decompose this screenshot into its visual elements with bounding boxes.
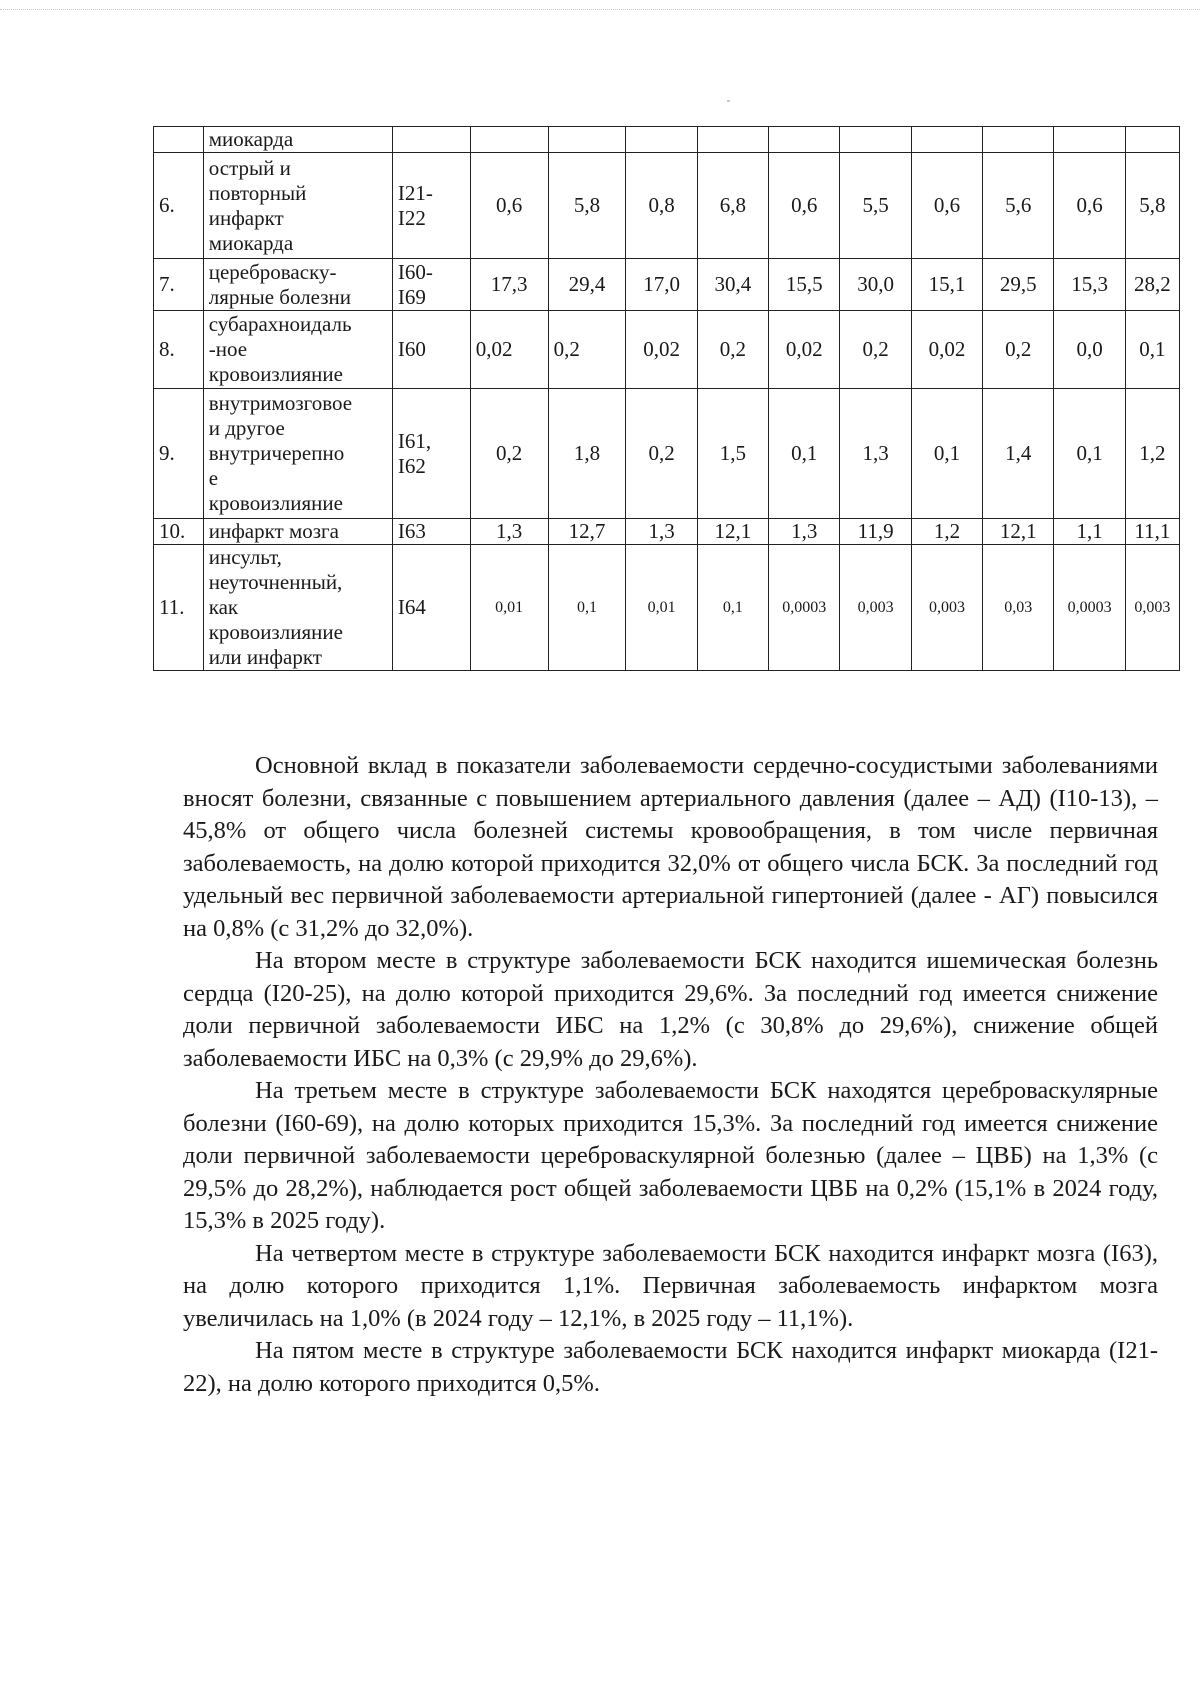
value-cell: 0,1 — [769, 389, 840, 519]
value-cell: 0,0003 — [1054, 545, 1125, 671]
value-cell: 1,3 — [470, 519, 548, 545]
value-cell — [1125, 127, 1179, 153]
table-row — [154, 127, 1180, 153]
value-cell: 0,003 — [840, 545, 911, 671]
value-cell: 0,6 — [769, 153, 840, 259]
value-cell: 0,01 — [626, 545, 697, 671]
value-cell — [626, 127, 697, 153]
disease-stats-table — [153, 126, 1180, 671]
value-cell: 15,5 — [769, 259, 840, 311]
row-number: 8. — [154, 311, 204, 389]
table-row — [154, 519, 1180, 545]
disease-name: острый и повторный инфаркт миокарда — [203, 153, 392, 259]
value-cell: 29,4 — [548, 259, 626, 311]
value-cell: 0,0 — [1054, 311, 1125, 389]
paragraph: На четвертом месте в структуре заболеваемости БСК находится инфаркт мозга (I63), на долю которого приходится 1,1%. Первичная заболеваемость инфарктом мозга увеличилась на 1,0% (в 2024 году – 12,1%, в 2025 году – 11,1%). — [183, 1239, 1158, 1332]
value-cell: 1,3 — [626, 519, 697, 545]
value-cell: 5,8 — [1125, 153, 1179, 259]
value-cell — [769, 127, 840, 153]
paragraph: На втором месте в структуре заболеваемости БСК находится ишемическая болезнь сердца (I20-25), на долю которой приходится 29,6%. За последний год имеется снижение доли первичной заболеваемости ИБС на 1,2% (с 30,8% до 29,6%), снижение общей заболеваемости ИБС на 0,3% (с 29,9% до 29,6%). — [183, 947, 1158, 1072]
value-cell: 0,02 — [626, 311, 697, 389]
value-cell: 5,5 — [840, 153, 911, 259]
value-cell: 0,003 — [911, 545, 982, 671]
value-cell: 0,03 — [983, 545, 1054, 671]
value-cell: 15,1 — [911, 259, 982, 311]
value-cell: 0,2 — [626, 389, 697, 519]
value-cell — [470, 127, 548, 153]
table-row — [154, 153, 1180, 259]
value-cell — [840, 127, 911, 153]
icd-code: I61, I62 — [392, 389, 470, 519]
icd-code: I21- I22 — [392, 153, 470, 259]
value-cell: 11,9 — [840, 519, 911, 545]
value-cell: 30,0 — [840, 259, 911, 311]
body-text — [183, 750, 1158, 1400]
scan-speck — [727, 100, 730, 102]
value-cell — [911, 127, 982, 153]
paragraph: На третьем месте в структуре заболеваемости БСК находятся цереброваскулярные болезни (I60-69), на долю которых приходится 15,3%. За последний год имеется снижение доли первичной заболеваемости цереброваскулярной болезнью (далее – ЦВБ) на 1,3% (с 29,5% до 28,2%), наблюдается рост общей заболеваемости ЦВБ на 0,2% (15,1% в 2024 году, 15,3% в 2025 году). — [183, 1077, 1158, 1234]
value-cell: 0,2 — [983, 311, 1054, 389]
value-cell: 0,1 — [1125, 311, 1179, 389]
value-cell: 1,2 — [1125, 389, 1179, 519]
icd-code: I60 — [392, 311, 470, 389]
value-cell: 0,0003 — [769, 545, 840, 671]
value-cell: 0,8 — [626, 153, 697, 259]
paragraph: На пятом месте в структуре заболеваемости БСК находится инфаркт миокарда (I21-22), на долю которого приходится 0,5%. — [183, 1337, 1158, 1397]
value-cell: 0,1 — [1054, 389, 1125, 519]
icd-code — [392, 127, 470, 153]
value-cell: 1,1 — [1054, 519, 1125, 545]
row-number: 7. — [154, 259, 204, 311]
scan-edge-line — [0, 9, 1200, 10]
value-cell: 30,4 — [697, 259, 768, 311]
value-cell: 0,1 — [697, 545, 768, 671]
value-cell: 12,1 — [983, 519, 1054, 545]
value-cell: 1,8 — [548, 389, 626, 519]
value-cell: 0,2 — [548, 311, 626, 389]
value-cell: 6,8 — [697, 153, 768, 259]
value-cell: 1,4 — [983, 389, 1054, 519]
value-cell: 0,02 — [911, 311, 982, 389]
value-cell — [1054, 127, 1125, 153]
disease-name: внутримозговое и другое внутричерепно е кровоизлияние — [203, 389, 392, 519]
table-row — [154, 389, 1180, 519]
table-row — [154, 311, 1180, 389]
table-body — [154, 127, 1180, 671]
value-cell: 17,0 — [626, 259, 697, 311]
value-cell: 12,1 — [697, 519, 768, 545]
value-cell: 0,6 — [1054, 153, 1125, 259]
icd-code: I63 — [392, 519, 470, 545]
value-cell — [548, 127, 626, 153]
value-cell: 0,1 — [911, 389, 982, 519]
value-cell: 0,01 — [470, 545, 548, 671]
value-cell: 11,1 — [1125, 519, 1179, 545]
table-row — [154, 545, 1180, 671]
value-cell: 0,2 — [470, 389, 548, 519]
disease-name: цереброваску- лярные болезни — [203, 259, 392, 311]
disease-name: субарахноидаль -ное кровоизлияние — [203, 311, 392, 389]
value-cell: 1,3 — [840, 389, 911, 519]
value-cell: 0,2 — [840, 311, 911, 389]
value-cell: 0,1 — [548, 545, 626, 671]
row-number: 9. — [154, 389, 204, 519]
value-cell: 0,02 — [470, 311, 548, 389]
value-cell: 0,6 — [911, 153, 982, 259]
row-number: 6. — [154, 153, 204, 259]
value-cell: 0,6 — [470, 153, 548, 259]
value-cell: 1,2 — [911, 519, 982, 545]
value-cell: 0,02 — [769, 311, 840, 389]
icd-code: I60- I69 — [392, 259, 470, 311]
row-number: 11. — [154, 545, 204, 671]
disease-name: миокарда — [203, 127, 392, 153]
value-cell: 0,2 — [697, 311, 768, 389]
value-cell: 29,5 — [983, 259, 1054, 311]
row-number: 10. — [154, 519, 204, 545]
value-cell: 0,003 — [1125, 545, 1179, 671]
disease-name: инсульт, неуточненный, как кровоизлияние или инфаркт — [203, 545, 392, 671]
value-cell: 28,2 — [1125, 259, 1179, 311]
value-cell: 5,6 — [983, 153, 1054, 259]
row-number — [154, 127, 204, 153]
value-cell: 5,8 — [548, 153, 626, 259]
value-cell: 12,7 — [548, 519, 626, 545]
value-cell — [983, 127, 1054, 153]
value-cell: 1,5 — [697, 389, 768, 519]
disease-name: инфаркт мозга — [203, 519, 392, 545]
paragraph: Основной вклад в показатели заболеваемости сердечно-сосудистыми заболеваниями вносят болезни, связанные с повышением артериального давления (далее – АД) (I10-13), – 45,8% от общего числа болезней системы кровообращения, в том числе первичная заболеваемость, на долю которой приходится 32,0% от общего числа БСК. За последний год удельный вес первичной заболеваемости артериальной гипертонией (далее - АГ) повысился на 0,8% (с 31,2% до 32,0%). — [183, 752, 1158, 942]
icd-code: I64 — [392, 545, 470, 671]
value-cell: 15,3 — [1054, 259, 1125, 311]
value-cell: 17,3 — [470, 259, 548, 311]
value-cell — [697, 127, 768, 153]
value-cell: 1,3 — [769, 519, 840, 545]
table-row — [154, 259, 1180, 311]
